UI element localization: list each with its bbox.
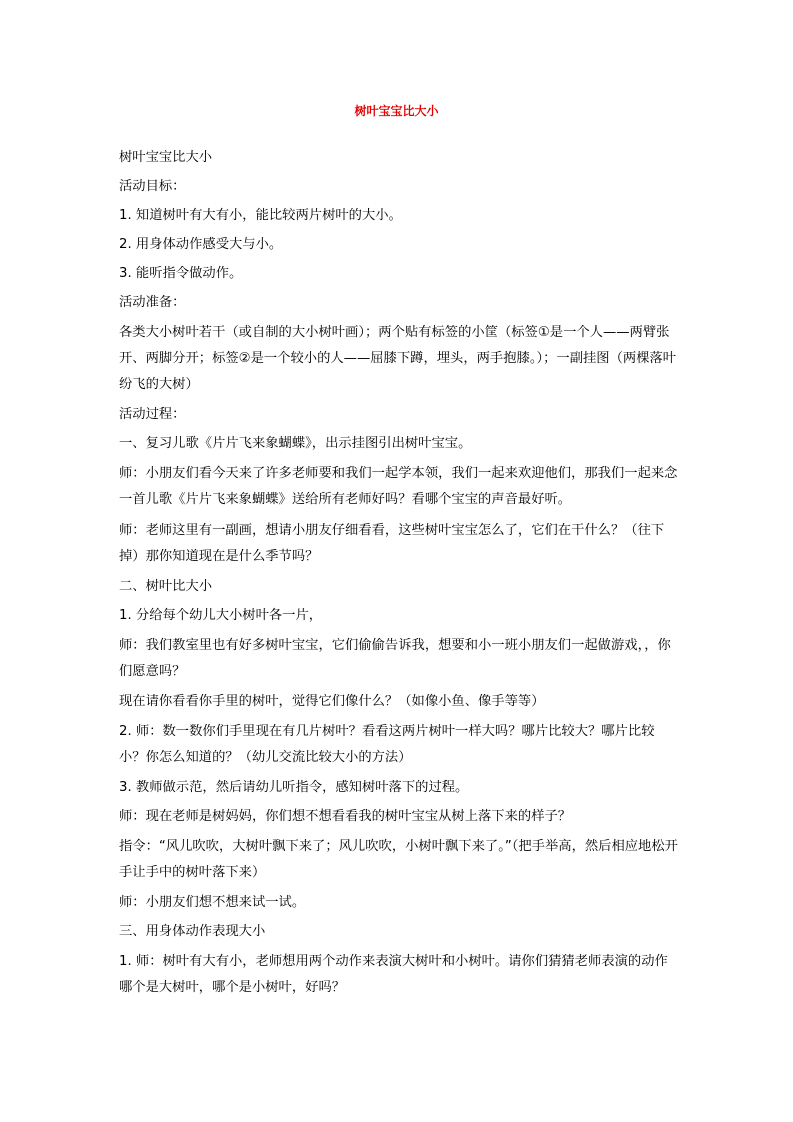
step-item: 1. 师：树叶有大有小，老师想用两个动作来表演大树叶和小树叶。请你们猜猜老师表演的动作哪个是大树叶，哪个是小树叶，好吗？	[119, 954, 668, 995]
instruction-text: 指令：“风儿吹吹，大树叶飘下来了；风儿吹吹，小树叶飘下来了。”（把手举高，然后相应地松开手让手中的树叶落下来）	[119, 839, 678, 880]
teacher-line: 师：老师这里有一副画，想请小朋友仔细看看，这些树叶宝宝怎么了，它们在干什么？（往下掉）那你知道现在是什么季节吗？	[119, 523, 665, 564]
step-item: 2. 师：数一数你们手里现在有几片树叶？看看这两片树叶一样大吗？哪片比较大？哪片比较小？你怎么知道的？（幼儿交流比较大小的方法）	[119, 724, 655, 765]
paragraph-heading: 树叶宝宝比大小	[119, 150, 213, 165]
step-item: 1. 分给每个幼儿大小树叶各一片，	[119, 608, 323, 623]
goal-item-1: 1. 知道树叶有大有小，能比较两片树叶的大小。	[119, 208, 402, 223]
step-text: 现在请你看看你手里的树叶，觉得它们像什么？（如像小鱼、像手等等）	[119, 694, 545, 709]
teacher-line: 师：我们教室里也有好多树叶宝宝，它们偷偷告诉我，想要和小一班小朋友们一起做游戏，，你们愿意吗？	[119, 638, 671, 679]
document-body	[119, 146, 679, 1006]
process-step-2-heading: 二、树叶比大小	[119, 579, 213, 594]
goal-item-2: 2. 用身体动作感受大与小。	[119, 237, 283, 252]
teacher-line: 师：小朋友们想不想来试一试。	[119, 895, 306, 910]
teacher-line: 师：现在老师是树妈妈，你们想不想看看我的树叶宝宝从树上落下来的样子？	[119, 809, 572, 824]
section-label-preparation: 活动准备：	[119, 295, 186, 310]
teacher-line: 师：小朋友们看今天来了许多老师要和我们一起学本领，我们一起来欢迎他们，那我们一起来念一首儿歌《片片飞来象蝴蝶》送给所有老师好吗？看哪个宝宝的声音最好听。	[119, 466, 678, 507]
section-label-goals: 活动目标：	[119, 179, 186, 194]
process-step-1-heading: 一、复习儿歌《片片飞来象蝴蝶》，出示挂图引出树叶宝宝。	[119, 436, 472, 451]
goal-item-3: 3. 能听指令做动作。	[119, 266, 243, 281]
step-item: 3. 教师做示范，然后请幼儿听指令，感知树叶落下的过程。	[119, 780, 469, 795]
process-step-3-heading: 三、用身体动作表现大小	[119, 924, 266, 939]
preparation-text: 各类大小树叶若干（或自制的大小树叶画）；两个贴有标签的小筐（标签①是一个人——两臂张开、两脚分开；标签②是一个较小的人——屈膝下蹲，埋头，两手抱膝。）；一副挂图（两棵落叶纷飞的大树）	[119, 325, 677, 392]
document-title: 树叶宝宝比大小	[354, 104, 439, 118]
section-label-process: 活动过程：	[119, 407, 186, 422]
